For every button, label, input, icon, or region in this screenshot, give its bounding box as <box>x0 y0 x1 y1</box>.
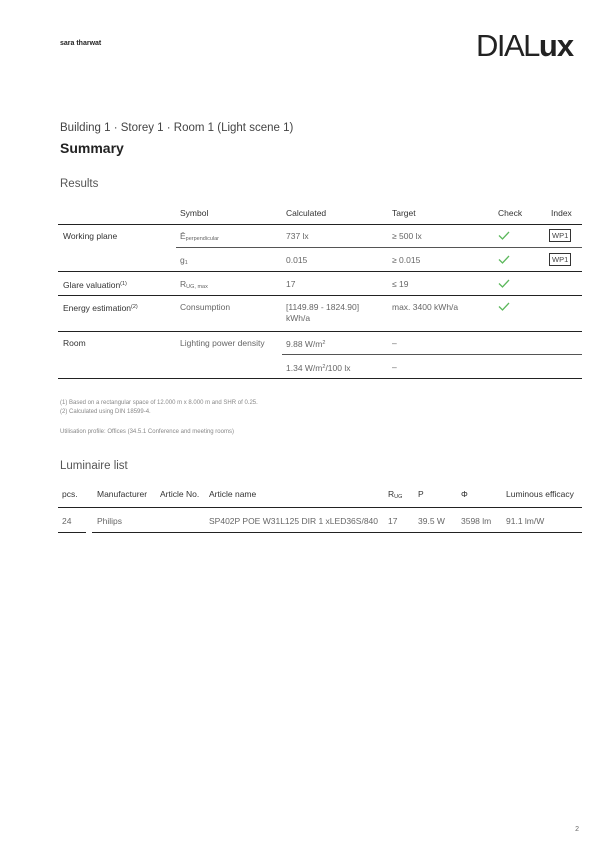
check-icon <box>498 231 510 240</box>
page-title: Summary <box>60 140 124 156</box>
header-article-name: Article name <box>209 489 257 499</box>
table-bottom-divider <box>58 378 582 379</box>
header-calculated: Calculated <box>286 208 327 218</box>
row-divider <box>176 247 582 248</box>
luminaire-manufacturer: Philips <box>97 516 123 526</box>
target-uniformity: ≥ 0.015 <box>392 255 421 265</box>
footnote-2: (2) Calculated using DIN 18599-4. <box>60 409 151 415</box>
target-illuminance: ≥ 500 lx <box>392 231 422 241</box>
target-glare: ≤ 19 <box>392 279 409 289</box>
luminaire-power: 39.5 W <box>418 516 445 526</box>
target-consumption: max. 3400 kWh/a <box>392 302 459 312</box>
header-check: Check <box>498 208 523 218</box>
symbol-rug-max: $R_{UG, max}$ <box>180 279 208 290</box>
luminaire-article-name: SP402P POE W31L125 DIR 1 xLED36S/840 <box>209 516 378 526</box>
row-label-working-plane: Working plane <box>63 231 118 241</box>
index-badge-wp1[interactable]: WP1 <box>549 253 571 266</box>
header-symbol: Symbol <box>180 208 209 218</box>
check-icon <box>498 302 510 311</box>
header-power: P <box>418 489 424 499</box>
row-divider <box>58 331 582 332</box>
calculated-lpd-normalized: 1.34 $W/m^2/100$ lx <box>286 363 351 373</box>
luminaire-efficacy: 91.1 lm/W <box>506 516 545 526</box>
luminaire-flux: 3598 lm <box>461 516 492 526</box>
row-divider <box>282 354 582 355</box>
header-index: Index <box>551 208 572 218</box>
row-divider <box>92 532 582 533</box>
logo-main: DIAL <box>476 28 539 63</box>
footnote-1: (1) Based on a rectangular space of 12.000 m x 8.000 m and SHR of 0.25. <box>60 400 258 406</box>
check-icon <box>498 255 510 264</box>
symbol-lighting-power-density: Lighting power density <box>180 338 265 348</box>
row-divider <box>58 532 86 533</box>
results-section-title: Results <box>60 178 99 190</box>
calculated-glare: 17 <box>286 279 296 289</box>
symbol-consumption: Consumption <box>180 302 231 312</box>
row-divider <box>58 295 582 296</box>
luminaire-pcs: 24 <box>62 516 72 526</box>
calculated-lpd: 9.88 $W/m^2$ <box>286 339 326 349</box>
row-label-room: Room <box>63 338 86 348</box>
header-rug: $R_{UG}$ <box>388 489 403 500</box>
author-name: sara tharwat <box>60 40 102 47</box>
target-lpd: – <box>392 338 397 348</box>
header-divider <box>58 224 582 225</box>
header-pcs: pcs. <box>62 489 78 499</box>
header-luminous-efficacy: Luminous efficacy <box>506 489 574 499</box>
row-divider <box>58 271 582 272</box>
symbol-g1: $g_1$ <box>180 255 188 266</box>
calculated-consumption: [1149.89 - 1824.90] kWh/a <box>286 302 360 323</box>
utilisation-profile: Utilisation profile: Offices (34.5.1 Conference and meeting rooms) <box>60 429 234 435</box>
calculated-uniformity: 0.015 <box>286 255 308 265</box>
row-label-glare-valuation: Glare valuation$^{(1)}$ <box>63 280 127 290</box>
index-badge-wp1[interactable]: WP1 <box>549 229 571 242</box>
logo-bold: ux <box>538 28 574 63</box>
check-icon <box>498 279 510 288</box>
header-article-no: Article No. <box>160 489 200 499</box>
luminaire-section-title: Luminaire list <box>60 460 128 472</box>
header-target: Target <box>392 208 416 218</box>
luminaire-rug: 17 <box>388 516 398 526</box>
header-flux: Φ <box>461 489 468 499</box>
dialux-logo <box>476 28 573 64</box>
target-lpd-normalized: – <box>392 362 397 372</box>
breadcrumb: Building 1 · Storey 1 · Room 1 (Light scene 1) <box>60 122 294 134</box>
header-manufacturer: Manufacturer <box>97 489 148 499</box>
header-divider <box>58 507 582 508</box>
calculated-illuminance: 737 lx <box>286 231 309 241</box>
page-number: 2 <box>575 826 579 833</box>
symbol-e-perpendicular: $Ē_{perpendicular}$ <box>180 231 219 242</box>
row-label-energy-estimation: Energy estimation$^{(2)}$ <box>63 303 138 313</box>
